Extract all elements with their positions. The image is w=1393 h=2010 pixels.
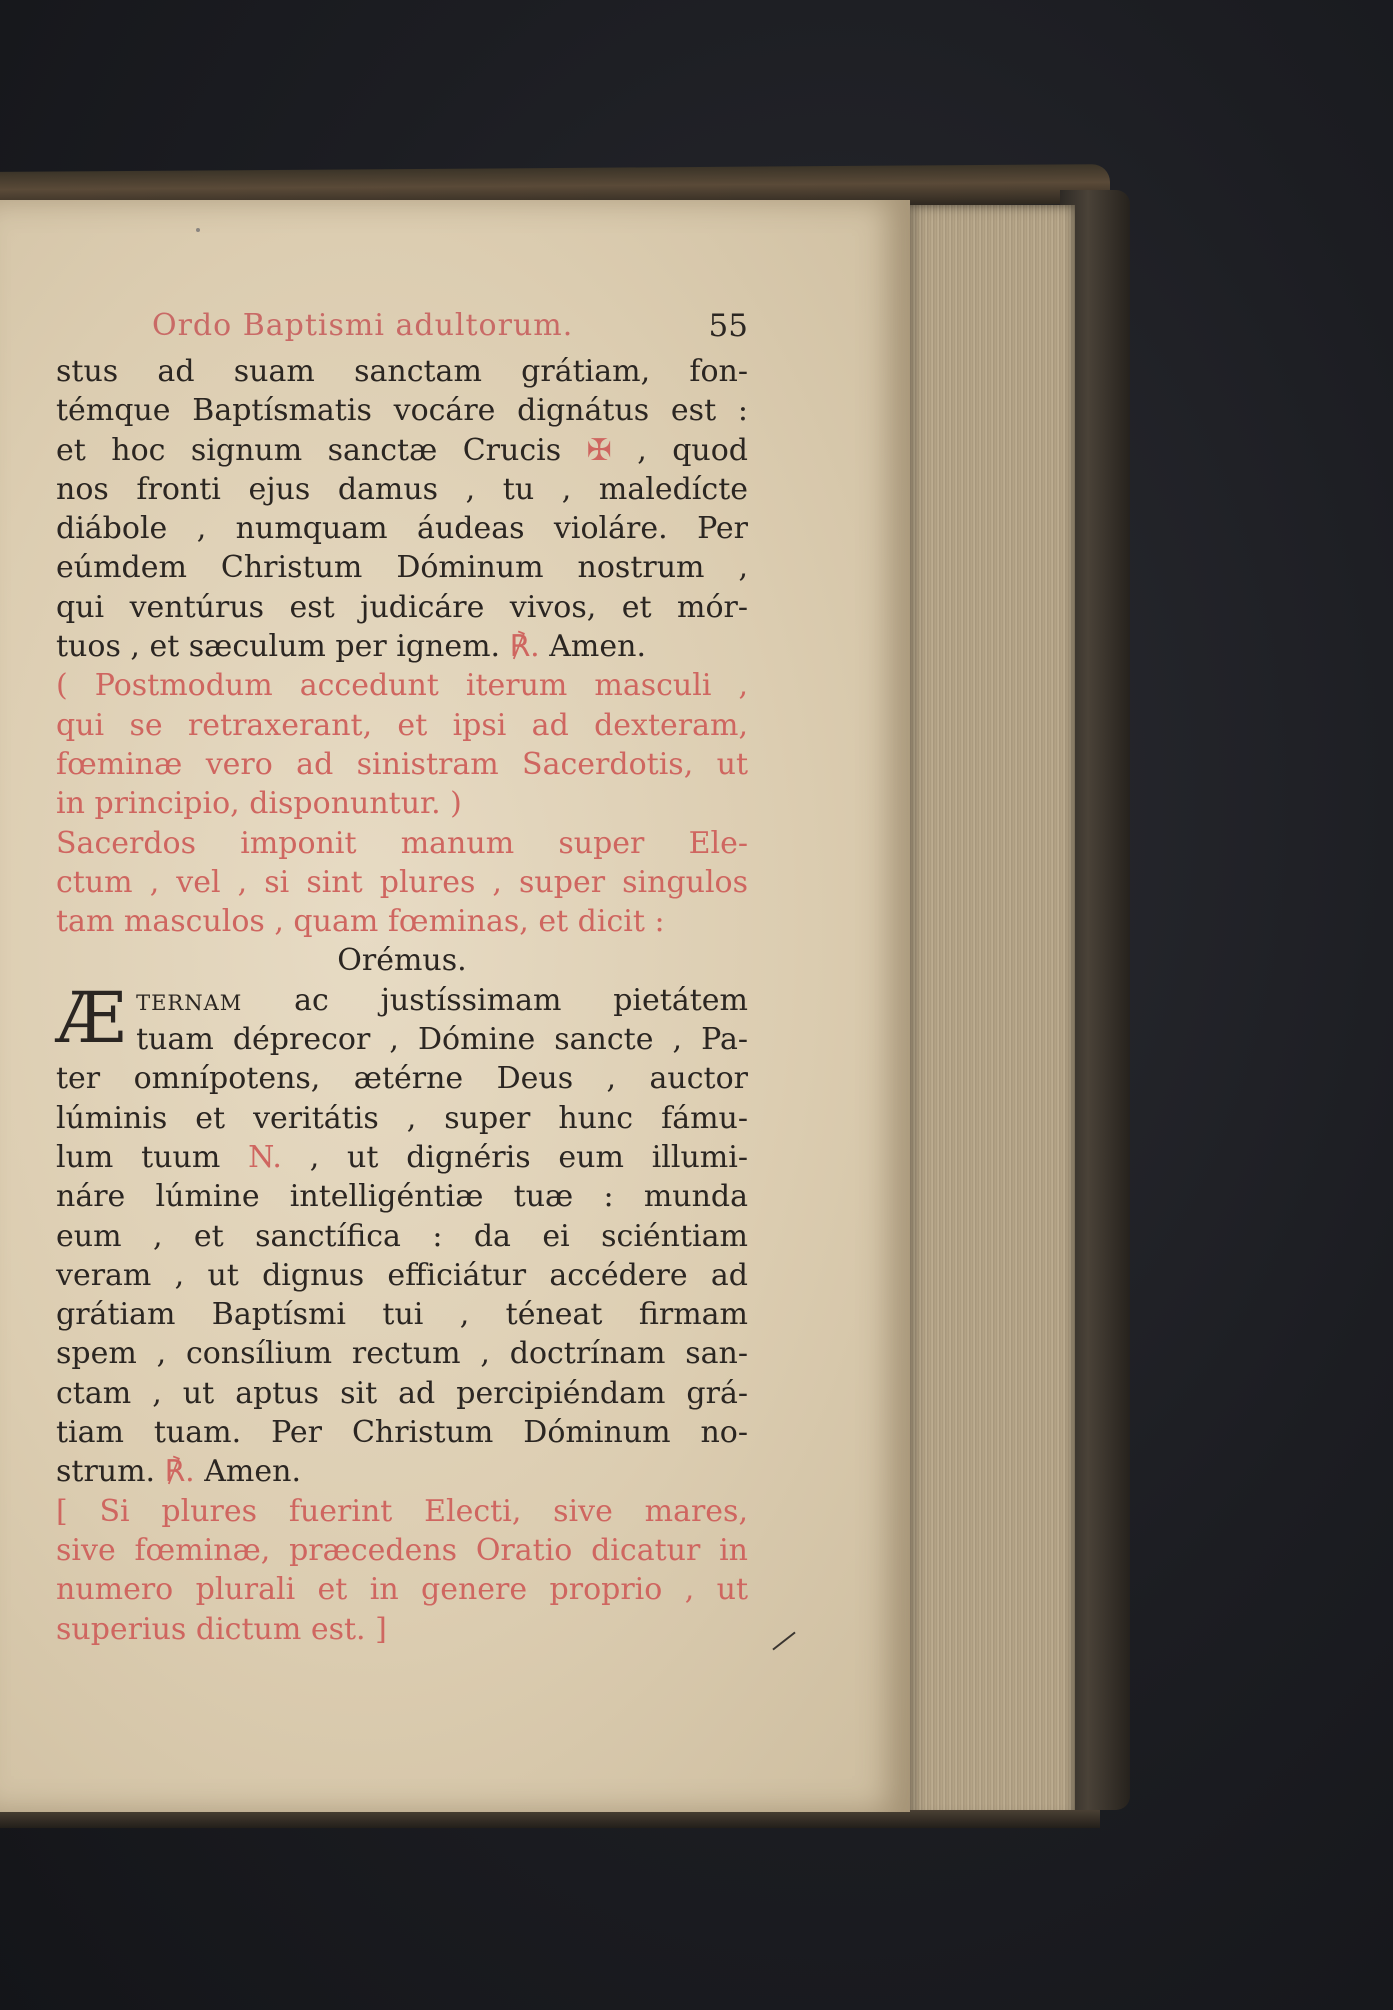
running-title: Ordo Baptismi adultorum. [152, 308, 574, 343]
text-line: lúminis et veritátis , super hunc fámu- [56, 1100, 748, 1136]
text-line: nos fronti ejus damus , tu , maledícte [56, 471, 748, 507]
text-line [56, 981, 748, 1020]
text-line: diábole , numquam áudeas violáre. Per [56, 511, 748, 547]
rubric-imposition [56, 824, 748, 942]
response-icon: ℟. [509, 629, 540, 665]
page-header [56, 308, 748, 352]
name-placeholder: N. [248, 1139, 282, 1175]
rubric-line: fœminæ vero ad sinistram Sacerdotis, ut [56, 746, 748, 782]
book-page [0, 200, 910, 1812]
text-line: spem , consílium rectum , doctrínam san- [56, 1336, 748, 1372]
text-segment: Amen. [204, 1454, 301, 1490]
text-segment: , ut dignéris eum illumi- [309, 1139, 748, 1175]
rubric-plural [56, 1492, 748, 1649]
first-word: ternam [136, 982, 243, 1018]
text-line: eum , et sanctífica : da ei sciéntiam [56, 1218, 748, 1254]
prayer-aeternam [56, 976, 748, 1492]
pencil-mark [772, 1632, 795, 1651]
cross-icon: ✠ [586, 432, 612, 468]
text-line: ter omnípotens, ætérne Deus , auctor [56, 1061, 748, 1097]
text-segment: et hoc signum sanctæ Crucis [56, 432, 562, 468]
rubric-line: ( Postmodum accedunt iterum masculi , [56, 668, 748, 704]
book-cover-bottom-edge [0, 1810, 1100, 1828]
text-line: grátiam Baptísmi tui , téneat firmam [56, 1297, 748, 1333]
text-line [56, 1452, 748, 1491]
text-line [56, 627, 748, 666]
page-text [56, 308, 748, 1649]
page-number: 55 [708, 308, 748, 344]
rubric-line: sive fœminæ, præcedens Oratio dicatur in [56, 1532, 748, 1568]
text-line: náre lúmine intelligéntiæ tuæ : munda [56, 1179, 748, 1215]
stray-mark [196, 228, 200, 232]
drop-capital: Æ [56, 976, 127, 1059]
text-line: témque Baptísmatis vocáre dignátus est : [56, 393, 748, 429]
rubric-line: numero plurali et in genere proprio , ut [56, 1572, 748, 1608]
rubric-line: superius dictum est. ] [56, 1611, 387, 1647]
text-segment: tuos , et sæculum per ignem. [56, 629, 501, 665]
text-line: qui ventúrus est judicáre vivos, et mór- [56, 589, 748, 625]
text-line: tuam déprecor , Dómine sancte , Pa- [136, 1022, 748, 1058]
text-segment: Amen. [549, 629, 646, 665]
text-line: tiam tuam. Per Christum Dóminum no- [56, 1415, 748, 1451]
text-segment: ac justíssimam pietátem [294, 982, 748, 1018]
text-line [56, 431, 748, 470]
paragraph-exorcism [56, 352, 748, 666]
text-line [56, 1138, 748, 1177]
text-line: veram , ut dignus efficiátur accédere ad [56, 1257, 748, 1293]
rubric-line: Sacerdos imponit manum super Ele- [56, 825, 748, 861]
response-icon: ℟. [164, 1454, 195, 1490]
text-line: ctam , ut aptus sit ad percipiéndam grá- [56, 1375, 748, 1411]
oremus-heading: Orémus. [337, 943, 467, 979]
rubric-return [56, 666, 748, 823]
rubric-line: tam masculos , quam fœminas, et dicit : [56, 904, 665, 940]
text-line: stus ad suam sanctam grátiam, fon- [56, 354, 748, 389]
text-line: eúmdem Christum Dóminum nostrum , [56, 550, 748, 586]
text-segment: lum tuum [56, 1139, 221, 1175]
text-segment: strum. [56, 1454, 156, 1490]
rubric-line: ctum , vel , si sint plures , super singulos [56, 864, 748, 900]
rubric-line: qui se retraxerant, et ipsi ad dexteram, [56, 707, 748, 743]
rubric-line: in principio, disponuntur. ) [56, 786, 462, 822]
rubric-line: [ Si plures fuerint Electi, sive mares, [56, 1493, 748, 1529]
text-segment: , quod [637, 432, 748, 468]
page-block-edge [905, 205, 1075, 1820]
